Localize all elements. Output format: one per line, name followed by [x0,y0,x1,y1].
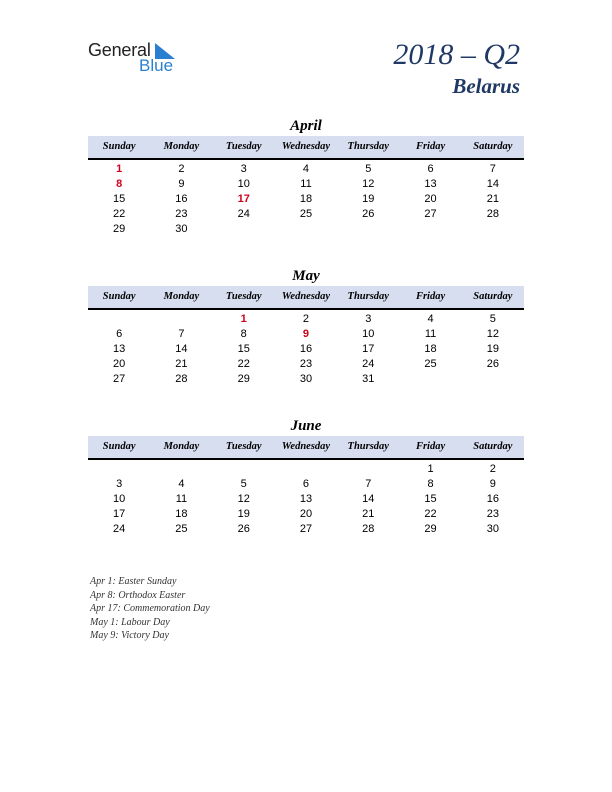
week-row [88,507,524,522]
day-cell: 2 [489,463,496,475]
day-cell: 7 [178,328,185,340]
day-cell: 31 [362,373,375,385]
day-cell: 11 [175,493,188,505]
day-cell: 28 [362,523,375,535]
week-row [88,342,524,357]
day-cell: 16 [175,193,188,205]
holiday-note: May 9: Victory Day [90,630,169,642]
weekday-label: Friday [415,291,446,302]
day-cell: 24 [237,208,250,220]
weekday-label: Sunday [102,441,136,452]
empty-day-cell [275,222,337,237]
day-cell: 19 [362,193,375,205]
empty-day-cell [213,462,275,477]
day-cell: 3 [240,163,247,175]
weekday-label: Wednesday [281,441,331,452]
day-cell: 7 [489,163,496,175]
day-cell: 1 [240,313,247,325]
day-cell: 1 [427,463,434,475]
day-cell: 3 [116,478,123,490]
day-cell: 12 [486,328,499,340]
day-cell: 26 [362,208,375,220]
weekday-label: Sunday [102,291,136,302]
day-cell: 9 [489,478,496,490]
weekday-label: Monday [163,291,200,302]
day-cell: 30 [486,523,499,535]
day-cell: 27 [113,373,126,385]
day-cell: 8 [240,328,247,340]
week-row [88,462,524,477]
day-cell: 6 [116,328,123,340]
quarter-title: 2018 – Q2 [393,38,520,71]
day-cell: 20 [113,358,126,370]
day-cell: 29 [424,523,437,535]
day-cell: 24 [113,523,126,535]
day-cell: 19 [237,508,250,520]
day-cell: 4 [427,313,434,325]
holiday-note: Apr 8: Orthodox Easter [90,589,186,601]
day-cell: 16 [486,493,499,505]
day-cell: 14 [175,343,188,355]
weekday-label: Saturday [473,141,513,152]
day-cell: 11 [300,178,312,190]
day-cell: 10 [237,178,250,190]
day-cell: 1 [116,163,123,175]
day-cell: 15 [424,493,437,505]
month-grid [88,162,524,237]
weekday-label: Wednesday [281,141,331,152]
day-cell: 10 [113,493,126,505]
day-cell: 29 [113,223,126,235]
day-cell: 24 [362,358,375,370]
weekday-header [88,286,524,310]
day-cell: 6 [302,478,310,490]
empty-day-cell [462,222,524,237]
weekday-label: Sunday [102,141,136,152]
day-cell: 12 [362,178,375,190]
day-cell: 18 [299,193,313,205]
day-cell: 26 [486,358,499,370]
weekday-label: Thursday [347,291,389,302]
empty-day-cell [275,462,337,477]
day-cell: 14 [362,493,375,505]
weekday-label: Thursday [347,441,389,452]
month-name: May [292,268,320,284]
day-cell: 7 [365,478,372,490]
week-row [88,222,524,237]
day-cell: 15 [113,193,126,205]
empty-day-cell [337,462,399,477]
day-cell: 2 [178,163,185,175]
day-cell: 30 [175,223,188,235]
month-name: June [290,418,322,434]
weekday-header [88,436,524,460]
day-cell: 20 [299,508,313,520]
day-cell: 6 [427,163,434,175]
weekday-label: Monday [163,141,200,152]
day-cell: 21 [486,193,499,205]
month-grid [88,312,524,387]
weekday-label: Friday [415,441,446,452]
week-row [88,207,524,222]
day-cell: 8 [427,478,434,490]
day-cell: 4 [302,163,310,175]
day-cell: 3 [365,313,372,325]
month-block [88,116,524,237]
week-row [88,522,524,537]
day-cell: 27 [299,523,313,535]
day-cell: 27 [424,208,437,220]
day-cell: 20 [424,193,437,205]
day-cell: 18 [175,508,188,520]
holiday-note: Apr 17: Commemoration Day [90,603,210,615]
weekday-label: Saturday [473,291,513,302]
week-row [88,492,524,507]
day-cell: 8 [116,178,123,190]
week-row [88,192,524,207]
day-cell: 22 [113,208,126,220]
empty-day-cell [399,372,461,387]
holiday-note: May 1: Labour Day [90,616,170,628]
day-cell: 5 [489,313,496,325]
day-cell: 28 [486,208,499,220]
day-cell: 22 [424,508,437,520]
holiday-notes [90,575,210,643]
month-grid [88,462,524,537]
day-cell: 13 [424,178,437,190]
day-cell: 26 [237,523,250,535]
day-cell: 25 [299,208,313,220]
day-cell: 22 [237,358,250,370]
week-row [88,162,524,177]
day-cell: 5 [240,478,247,490]
day-cell: 17 [113,508,126,520]
day-cell: 21 [175,358,188,370]
day-cell: 12 [237,493,250,505]
week-row [88,327,524,342]
weekday-header [88,136,524,160]
weekday-label: Saturday [473,441,513,452]
day-cell: 30 [299,373,313,385]
day-cell: 9 [302,328,310,340]
week-row [88,372,524,387]
week-row [88,357,524,372]
empty-day-cell [150,462,212,477]
weekday-label: Tuesday [225,441,262,452]
day-cell: 18 [424,343,437,355]
week-row [88,312,524,327]
day-cell: 19 [486,343,499,355]
day-cell: 23 [486,508,499,520]
day-cell: 29 [237,373,250,385]
weekday-label: Friday [415,141,446,152]
day-cell: 23 [299,358,313,370]
day-cell: 14 [486,178,499,190]
day-cell: 11 [424,328,437,340]
day-cell: 9 [178,178,185,190]
week-row [88,177,524,192]
day-cell: 21 [362,508,375,520]
weekday-label: Monday [163,441,200,452]
day-cell: 10 [362,328,375,340]
day-cell: 13 [113,343,126,355]
weekday-label: Thursday [347,141,389,152]
logo-text-general: General [88,40,151,60]
day-cell: 17 [362,343,375,355]
month-block [88,266,524,387]
empty-day-cell [337,222,399,237]
empty-day-cell [462,372,524,387]
day-cell: 28 [175,373,188,385]
day-cell: 4 [178,478,185,490]
logo-text-blue: Blue [139,56,174,75]
day-cell: 25 [175,523,188,535]
day-cell: 2 [302,313,310,325]
empty-day-cell [213,222,275,237]
weekday-label: Wednesday [281,291,331,302]
holiday-note: Apr 1: Easter Sunday [90,576,177,587]
day-cell: 17 [237,193,250,205]
day-cell: 23 [175,208,188,220]
empty-day-cell [88,312,150,327]
empty-day-cell [88,462,150,477]
day-cell: 16 [299,343,313,355]
empty-day-cell [399,222,461,237]
day-cell: 13 [299,493,313,505]
day-cell: 5 [365,163,372,175]
day-cell: 25 [424,358,437,370]
empty-day-cell [150,312,212,327]
country-name: Belarus [452,74,520,98]
month-name: April [290,118,322,134]
weekday-label: Tuesday [225,141,262,152]
logo [88,40,188,76]
week-row [88,477,524,492]
month-block [88,416,524,537]
calendar-title [393,38,520,100]
day-cell: 15 [237,343,250,355]
weekday-label: Tuesday [225,291,262,302]
